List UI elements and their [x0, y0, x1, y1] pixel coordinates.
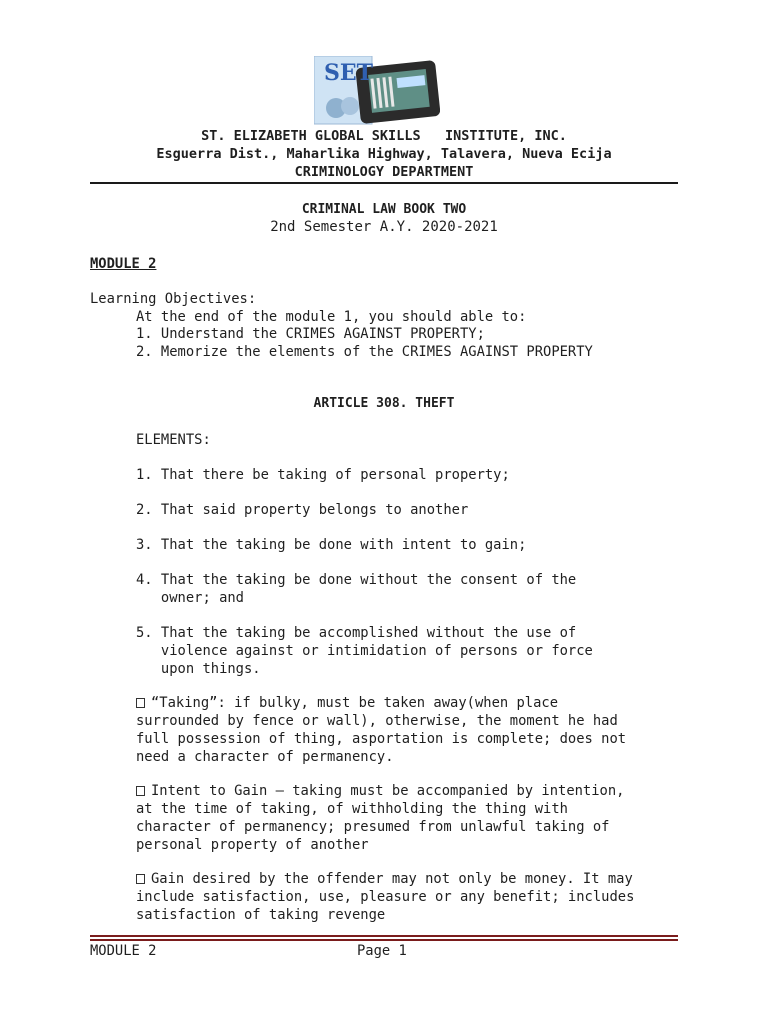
article-title: ARTICLE 308. THEFT: [313, 396, 455, 411]
note-line: at the time of taking, of withholding the thing with: [136, 801, 568, 817]
element-item-cont: upon things.: [136, 661, 261, 677]
objectives-intro: At the end of the module 1, you should able to:: [136, 309, 527, 325]
logo-set-text: SET: [324, 60, 374, 86]
element-item-cont: owner; and: [136, 590, 244, 606]
element-item: 2. That said property belongs to another: [136, 502, 469, 518]
note-line: need a character of permanency.: [136, 749, 394, 765]
note-line: [136, 694, 558, 712]
objective-item: 1. Understand the CRIMES AGAINST PROPERTY;: [136, 326, 485, 342]
element-item: 4. That the taking be done without the consent of the: [136, 572, 577, 588]
footer-page-number: Page 1: [357, 943, 407, 959]
note-line: personal property of another: [136, 837, 369, 853]
header-divider: [90, 182, 678, 184]
note-text: Intent to Gain – taking must be accompanied by intention,: [151, 783, 625, 799]
element-item-cont: violence against or intimidation of persons or force: [136, 643, 593, 659]
note-text: “Taking”: if bulky, must be taken away(when place: [151, 695, 559, 711]
note-line: [136, 782, 624, 800]
element-item: 3. That the taking be done with intent to gain;: [136, 537, 527, 553]
element-item: 1. That there be taking of personal property;: [136, 467, 510, 483]
bullet-box-icon: [136, 698, 145, 708]
note-line: include satisfaction, use, pleasure or any benefit; includes: [136, 889, 635, 905]
element-item: 5. That the taking be accomplished without the use of: [136, 625, 577, 641]
note-line: [136, 870, 633, 888]
department-name: CRIMINOLOGY DEPARTMENT: [294, 164, 474, 180]
note-line: character of permanency; presumed from unlawful taking of: [136, 819, 610, 835]
note-line: surrounded by fence or wall), otherwise, the moment he had: [136, 713, 618, 729]
semester-label: 2nd Semester A.Y. 2020-2021: [270, 219, 498, 235]
footer-rule-bottom: [90, 939, 678, 941]
school-logo: [314, 56, 440, 126]
bullet-box-icon: [136, 786, 145, 796]
elements-heading: ELEMENTS:: [136, 432, 211, 448]
module-label: MODULE 2: [90, 256, 157, 272]
note-line: full possession of thing, asportation is complete; does not: [136, 731, 627, 747]
footer-rule-top: [90, 935, 678, 937]
note-line: satisfaction of taking revenge: [136, 907, 386, 923]
objective-item: 2. Memorize the elements of the CRIMES AGAINST PROPERTY: [136, 344, 593, 360]
course-title: CRIMINAL LAW BOOK TWO: [301, 202, 467, 217]
institute-address: Esguerra Dist., Maharlika Highway, Talavera, Nueva Ecija: [156, 146, 612, 162]
footer-module: MODULE 2: [90, 943, 157, 959]
objectives-heading: Learning Objectives:: [90, 291, 257, 307]
note-text: Gain desired by the offender may not only be money. It may: [151, 871, 633, 887]
bullet-box-icon: [136, 874, 145, 884]
institute-name: ST. ELIZABETH GLOBAL SKILLS INSTITUTE, INC.: [201, 128, 567, 144]
